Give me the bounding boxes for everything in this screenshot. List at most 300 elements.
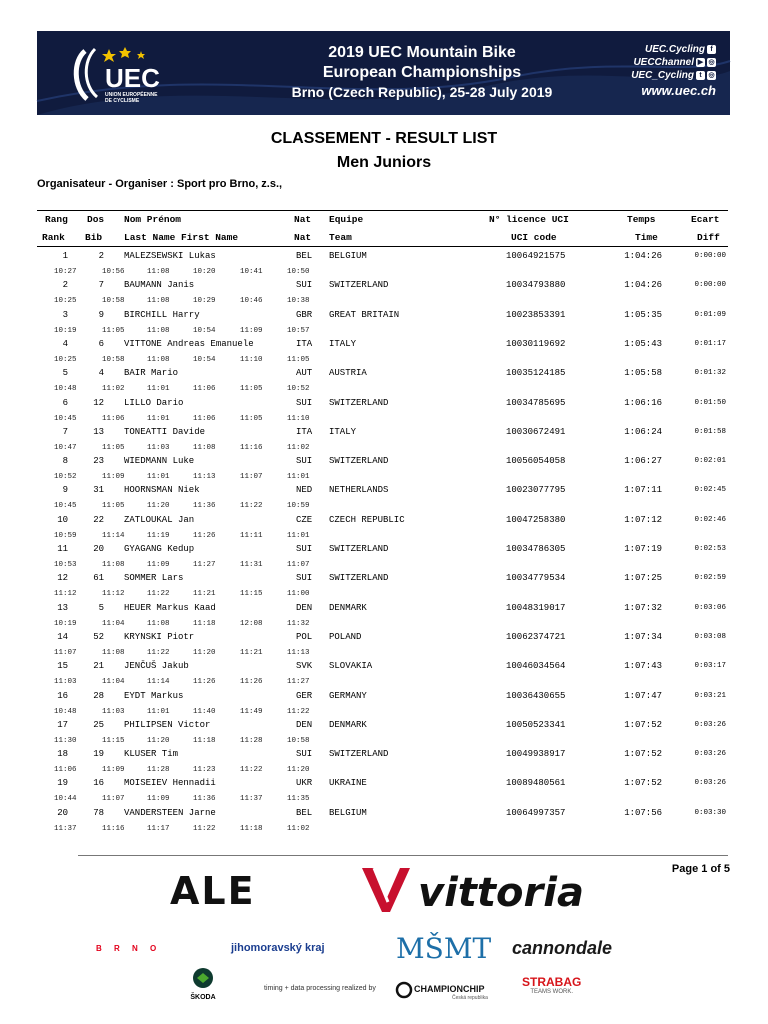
cell-team: BELGIUM: [329, 251, 367, 261]
lap-time: 11:01: [287, 473, 310, 482]
cell-time: 1:07:11: [624, 485, 662, 496]
lap-time: 11:20: [147, 736, 170, 745]
cell-nat: SUI: [296, 280, 313, 291]
cell-team: SWITZERLAND: [329, 573, 389, 584]
cell-team: POLAND: [329, 631, 362, 642]
table-row: [0, 397, 768, 409]
social-youtube[interactable]: UECChannel ▶ ◎: [633, 57, 715, 68]
lap-time: 11:05: [102, 502, 125, 511]
lap-time: 10:46: [240, 297, 263, 306]
vittoria-logo: [360, 862, 630, 923]
lap-time: 11:40: [193, 707, 216, 716]
cell-uci: 10030672491: [506, 426, 566, 437]
lap-times-row: [0, 589, 768, 601]
lap-times-row: [0, 443, 768, 455]
table-row: [0, 572, 768, 584]
header-rang: Rang: [45, 214, 68, 225]
header-banner: [37, 31, 730, 115]
lap-time: 11:16: [240, 443, 263, 452]
cell-time: 1:07:34: [624, 631, 662, 642]
lap-time: 10:45: [54, 414, 77, 423]
lap-time: 11:22: [147, 648, 170, 657]
cell-rank: 18: [57, 749, 68, 760]
cell-bib: 12: [93, 397, 104, 408]
cell-name: BAUMANN Janis: [124, 280, 195, 291]
cell-name: TONEATTI Davide: [124, 426, 206, 437]
lap-times-row: [0, 384, 768, 396]
cell-time: 1:07:52: [624, 778, 662, 789]
lap-time: 10:29: [193, 297, 216, 306]
cell-time: 1:05:43: [624, 338, 662, 349]
cell-nat: SUI: [296, 544, 313, 554]
header-lastname: Last Name First Name: [124, 232, 239, 243]
cell-time: 1:07:56: [624, 807, 662, 818]
lap-time: 11:15: [102, 736, 125, 745]
lap-time: 11:18: [240, 824, 263, 833]
cell-team: SLOVAKIA: [329, 661, 373, 672]
table-row: [0, 807, 768, 819]
lap-time: 11:13: [193, 473, 216, 482]
table-row: [0, 455, 768, 467]
website-link[interactable]: www.uec.ch: [641, 83, 716, 98]
lap-time: 11:23: [193, 766, 216, 775]
lap-time: 11:06: [193, 414, 216, 423]
cell-nat: DEN: [296, 719, 313, 730]
cell-nat: NED: [296, 485, 313, 496]
cell-time: 1:07:12: [624, 514, 662, 525]
skoda-logo-text: ŠKODA: [190, 994, 216, 1001]
cell-bib: 21: [93, 661, 104, 672]
lap-time: 11:08: [193, 443, 216, 452]
lap-time: 10:27: [54, 268, 77, 276]
lap-time: 11:01: [147, 414, 170, 423]
lap-time: 10:48: [54, 385, 77, 394]
lap-time: 11:01: [147, 385, 170, 394]
cell-name: HOORNSMAN Niek: [124, 485, 200, 496]
lap-time: 11:08: [147, 297, 170, 306]
category-title: Men Juniors: [336, 154, 432, 171]
cell-bib: 16: [93, 778, 104, 789]
uec-logo: [47, 39, 197, 109]
ale-logo: [168, 870, 298, 915]
lap-time: 11:05: [102, 443, 125, 452]
cell-diff: 0:03:30: [694, 808, 726, 817]
lap-time: 10:54: [193, 326, 216, 335]
lap-time: 11:10: [240, 355, 263, 364]
lap-time: 11:21: [240, 648, 263, 657]
lap-time: 11:37: [54, 824, 77, 833]
header-bib: Bib: [85, 232, 103, 243]
cell-nat: SUI: [296, 573, 313, 584]
lap-time: 10:58: [287, 736, 310, 745]
event-title-line1: 2019 UEC Mountain Bike: [328, 44, 516, 61]
cell-diff: 0:02:45: [694, 486, 726, 495]
cell-diff: 0:02:53: [694, 545, 726, 553]
lap-time: 11:06: [54, 766, 77, 775]
cell-nat: POL: [296, 631, 313, 642]
lap-time: 10:59: [287, 502, 310, 511]
cell-nat: CZE: [296, 514, 313, 525]
lap-times-row: [0, 501, 768, 513]
lap-times-row: [0, 794, 768, 806]
document-title: CLASSEMENT - RESULT LIST: [270, 130, 498, 147]
cell-diff: 0:00:00: [694, 281, 726, 290]
lap-time: 10:59: [54, 531, 77, 540]
cell-nat: ITA: [296, 426, 313, 437]
cell-uci: 10056054058: [506, 456, 566, 467]
cell-nat: AUT: [296, 368, 313, 379]
lap-times-row: [0, 707, 768, 719]
cell-time: 1:07:43: [624, 661, 662, 672]
lap-time: 11:03: [54, 678, 77, 687]
lap-time: 10:44: [54, 795, 77, 804]
cell-diff: 0:03:17: [694, 662, 726, 671]
lap-time: 10:58: [102, 355, 125, 364]
cell-uci: 10064997357: [506, 807, 566, 818]
social-links: [631, 43, 716, 99]
lap-times-row: [0, 824, 768, 836]
cell-nat: SUI: [296, 397, 313, 408]
cell-bib: 25: [93, 719, 104, 730]
lap-time: 10:48: [54, 707, 77, 716]
lap-time: 11:27: [193, 561, 216, 569]
cell-name: SOMMER Lars: [124, 573, 184, 584]
cell-name: MOISEIEV Hennadii: [124, 778, 216, 789]
lap-time: 11:08: [102, 561, 125, 569]
table-row: [0, 777, 768, 789]
lap-time: 10:52: [54, 473, 77, 482]
cell-diff: 0:03:26: [694, 779, 726, 788]
lap-time: 11:13: [287, 648, 310, 657]
lap-time: 11:26: [240, 678, 263, 687]
cell-bib: 9: [98, 309, 104, 320]
table-row: [0, 309, 768, 321]
lap-time: 10:57: [287, 326, 310, 335]
table-header-rule: [37, 246, 728, 247]
cell-diff: 0:02:59: [694, 574, 726, 583]
strabag-logo: [522, 975, 581, 995]
lap-time: 10:58: [102, 297, 125, 306]
lap-time: 11:08: [147, 355, 170, 364]
cell-time: 1:07:52: [624, 749, 662, 760]
lap-time: 11:26: [193, 678, 216, 687]
event-title-line3: Brno (Czech Republic), 25-28 July 2019: [291, 84, 553, 100]
table-row: [0, 484, 768, 496]
table-row: [0, 367, 768, 379]
skoda-logo: [188, 967, 218, 1001]
header-licence: N° licence UCI: [489, 214, 569, 225]
cell-diff: 0:03:26: [694, 750, 726, 759]
uec-logo-subtitle-1: UNION EUROPÉENNE: [105, 92, 158, 98]
instagram-icon-2: ◎: [708, 71, 715, 79]
cell-rank: 5: [62, 368, 68, 379]
lap-time: 11:02: [287, 443, 310, 452]
cell-diff: 0:02:01: [694, 457, 726, 466]
lap-time: 11:18: [193, 619, 216, 628]
cell-nat: GER: [296, 690, 313, 701]
lap-time: 11:28: [240, 736, 263, 745]
cell-diff: 0:03:26: [694, 720, 726, 729]
lap-time: 11:14: [102, 531, 125, 540]
lap-time: 11:22: [240, 766, 263, 775]
cell-team: GERMANY: [329, 690, 367, 701]
social-twitter[interactable]: UEC_Cycling t ◎: [631, 70, 715, 81]
table-row: [0, 719, 768, 731]
cell-diff: 0:02:46: [694, 515, 726, 524]
cell-bib: 20: [93, 544, 104, 554]
cell-time: 1:06:27: [624, 456, 662, 467]
lap-time: 10:38: [287, 297, 310, 306]
lap-times-row: [0, 560, 768, 572]
cell-uci: 10062374721: [506, 631, 566, 642]
lap-time: 11:26: [193, 531, 216, 540]
cell-rank: 2: [62, 280, 68, 291]
cell-uci: 10064921575: [506, 251, 566, 261]
cell-team: SWITZERLAND: [329, 397, 389, 408]
cell-bib: 28: [93, 690, 104, 701]
cell-rank: 16: [57, 690, 68, 701]
lap-time: 10:53: [54, 561, 77, 569]
lap-time: 11:36: [193, 502, 216, 511]
msmt-logo-text: MŠMT: [396, 932, 492, 965]
cell-rank: 17: [57, 719, 68, 730]
championchip-logo-subtitle: Česká republika: [452, 995, 488, 1001]
header-time: Time: [635, 232, 658, 243]
cell-team: AUSTRIA: [329, 368, 367, 379]
lap-time: 11:22: [240, 502, 263, 511]
lap-time: 11:22: [193, 824, 216, 833]
table-row: [0, 748, 768, 760]
cell-bib: 22: [93, 514, 104, 525]
cell-diff: 0:01:32: [694, 369, 726, 378]
lap-times-row: [0, 296, 768, 308]
lap-times-row: [0, 677, 768, 689]
lap-time: 11:20: [193, 648, 216, 657]
lap-time: 11:07: [54, 648, 77, 657]
lap-time: 11:09: [147, 561, 170, 569]
lap-times-row: [0, 414, 768, 426]
cell-diff: 0:03:21: [694, 691, 726, 700]
strabag-logo-subtitle: TEAMS WORK.: [530, 989, 573, 995]
cell-name: MALEZSEWSKI Lukas: [124, 251, 216, 261]
header-nat-en: Nat: [294, 232, 312, 243]
lap-time: 11:22: [147, 590, 170, 599]
youtube-icon: ▶: [697, 58, 704, 66]
cell-team: ITALY: [329, 338, 357, 349]
lap-time: 11:09: [240, 326, 263, 335]
lap-time: 11:07: [240, 473, 263, 482]
cell-team: SWITZERLAND: [329, 280, 389, 291]
cannondale-logo: cannondale: [512, 938, 613, 958]
lap-time: 11:21: [193, 590, 216, 599]
vittoria-logo-text: vittoria: [418, 870, 584, 916]
lap-time: 11:08: [147, 326, 170, 335]
lap-time: 11:31: [240, 561, 263, 569]
lap-time: 11:28: [147, 766, 170, 775]
cell-rank: 19: [57, 778, 68, 789]
lap-time: 11:15: [240, 590, 263, 599]
lap-time: 11:06: [193, 385, 216, 394]
table-row: [0, 279, 768, 291]
lap-time: 11:05: [102, 326, 125, 335]
cell-uci: 10035124185: [506, 368, 566, 379]
cell-nat: DEN: [296, 602, 313, 613]
lap-time: 11:03: [147, 443, 170, 452]
cell-diff: 0:01:09: [694, 310, 726, 319]
cell-bib: 7: [98, 280, 104, 291]
table-row: [0, 543, 768, 555]
cell-diff: 0:00:00: [694, 252, 726, 260]
cell-team: NETHERLANDS: [329, 485, 389, 496]
header-nat-fr: Nat: [294, 214, 312, 225]
lap-time: 11:10: [287, 414, 310, 423]
cell-rank: 9: [62, 485, 68, 496]
event-title-line2: European Championships: [322, 64, 522, 81]
cell-diff: 0:03:06: [694, 603, 726, 612]
lap-time: 10:41: [240, 268, 263, 276]
lap-times-row: [0, 355, 768, 367]
cell-uci: 10048319017: [506, 602, 566, 613]
cell-uci: 10023853391: [506, 309, 566, 320]
lap-time: 10:19: [54, 326, 77, 335]
cell-team: DENMARK: [329, 602, 367, 613]
lap-time: 11:03: [102, 707, 125, 716]
cell-rank: 12: [57, 573, 68, 584]
cell-time: 1:05:58: [624, 368, 662, 379]
lap-times-row: [0, 619, 768, 631]
lap-times-row: [0, 531, 768, 543]
cell-team: SWITZERLAND: [329, 749, 389, 760]
lap-time: 10:25: [54, 355, 77, 364]
cell-diff: 0:01:17: [694, 339, 726, 348]
table-row: [0, 338, 768, 350]
cell-bib: 23: [93, 456, 104, 467]
cell-team: BELGIUM: [329, 807, 367, 818]
cell-uci: 10036430655: [506, 690, 566, 701]
cell-time: 1:07:32: [624, 602, 662, 613]
cell-uci: 10050523341: [506, 719, 566, 730]
lap-time: 11:05: [287, 355, 310, 364]
header-dos: Dos: [87, 214, 105, 225]
cell-bib: 19: [93, 749, 104, 760]
lap-time: 11:01: [147, 473, 170, 482]
cell-uci: 10089480561: [506, 778, 566, 789]
cell-time: 1:07:19: [624, 544, 662, 554]
organiser-line: Organisateur - Organiser : Sport pro Brno, z.s.,: [37, 178, 283, 190]
cell-team: ITALY: [329, 426, 357, 437]
lap-times-row: [0, 326, 768, 338]
cell-bib: 61: [93, 573, 104, 584]
header-diff: Diff: [697, 232, 720, 243]
table-row: [0, 514, 768, 526]
lap-time: 11:35: [287, 795, 310, 804]
header-equipe: Equipe: [329, 214, 364, 225]
cell-diff: 0:01:50: [694, 398, 726, 407]
cell-time: 1:04:26: [624, 280, 662, 291]
lap-time: 11:49: [240, 707, 263, 716]
table-row: [0, 426, 768, 438]
cell-time: 1:07:47: [624, 690, 662, 701]
header-temps: Temps: [627, 214, 656, 225]
lap-time: 11:06: [102, 414, 125, 423]
cell-diff: 0:01:58: [694, 427, 726, 436]
cell-uci: 10049938917: [506, 749, 566, 760]
lap-time: 11:16: [102, 824, 125, 833]
lap-times-row: [0, 765, 768, 777]
lap-time: 11:08: [102, 648, 125, 657]
cell-team: SWITZERLAND: [329, 456, 389, 467]
cell-time: 1:06:24: [624, 426, 662, 437]
cell-nat: GBR: [296, 309, 313, 320]
lap-time: 10:56: [102, 268, 125, 276]
cell-nat: UKR: [296, 778, 313, 789]
lap-time: 11:27: [287, 678, 310, 687]
cell-uci: 10046034564: [506, 661, 566, 672]
cell-time: 1:04:26: [624, 251, 662, 261]
lap-time: 11:32: [287, 619, 310, 628]
cell-rank: 6: [62, 397, 68, 408]
cell-rank: 14: [57, 631, 68, 642]
cell-team: SWITZERLAND: [329, 544, 389, 554]
strabag-logo-text: STRABAG: [522, 975, 582, 989]
cell-name: BAIR Mario: [124, 368, 179, 379]
lap-times-row: [0, 736, 768, 748]
cell-uci: 10023077795: [506, 485, 566, 496]
cell-time: 1:06:16: [624, 397, 662, 408]
event-title: [237, 43, 607, 102]
lap-time: 11:04: [102, 678, 125, 687]
cell-bib: 31: [93, 485, 104, 496]
facebook-icon: f: [707, 45, 716, 54]
header-uci-code: UCI code: [511, 232, 557, 243]
cell-time: 1:07:25: [624, 573, 662, 584]
lap-time: 10:47: [54, 443, 77, 452]
cell-name: LILLO Dario: [124, 397, 184, 408]
cell-name: VANDERSTEEN Jarne: [124, 807, 216, 818]
cell-bib: 5: [98, 602, 104, 613]
championchip-logo-text: CHAMPIONCHIP: [414, 984, 485, 994]
cell-uci: 10030119692: [506, 338, 566, 349]
lap-time: 11:12: [54, 590, 77, 599]
cell-nat: ITA: [296, 338, 313, 349]
header-ecart: Ecart: [691, 214, 720, 225]
lap-time: 11:20: [287, 766, 310, 775]
table-row: [0, 690, 768, 702]
jihomoravsky-kraj-logo: jihomoravský kraj: [231, 942, 325, 954]
page-number: Page 1 of 5: [671, 863, 730, 875]
lap-time: 10:50: [287, 268, 310, 276]
lap-time: 11:12: [102, 590, 125, 599]
lap-time: 11:09: [102, 473, 125, 482]
table-row: [0, 631, 768, 643]
lap-time: 11:05: [240, 385, 263, 394]
header-nom: Nom Prénom: [124, 214, 182, 225]
instagram-icon: ◎: [708, 58, 715, 66]
lap-time: 10:45: [54, 502, 77, 511]
lap-time: 11:17: [147, 824, 170, 833]
lap-time: 11:09: [147, 795, 170, 804]
cell-bib: 52: [93, 631, 104, 642]
cell-name: EYDT Markus: [124, 690, 184, 701]
cell-bib: 78: [93, 807, 104, 818]
footer-rule: [78, 855, 728, 856]
cell-diff: 0:03:08: [694, 632, 726, 641]
social-facebook[interactable]: UEC.Cycling f: [631, 43, 716, 56]
lap-time: 11:11: [240, 531, 263, 540]
table-row: [0, 660, 768, 672]
cell-time: 1:05:35: [624, 309, 662, 320]
cell-name: WIEDMANN Luke: [124, 456, 195, 467]
